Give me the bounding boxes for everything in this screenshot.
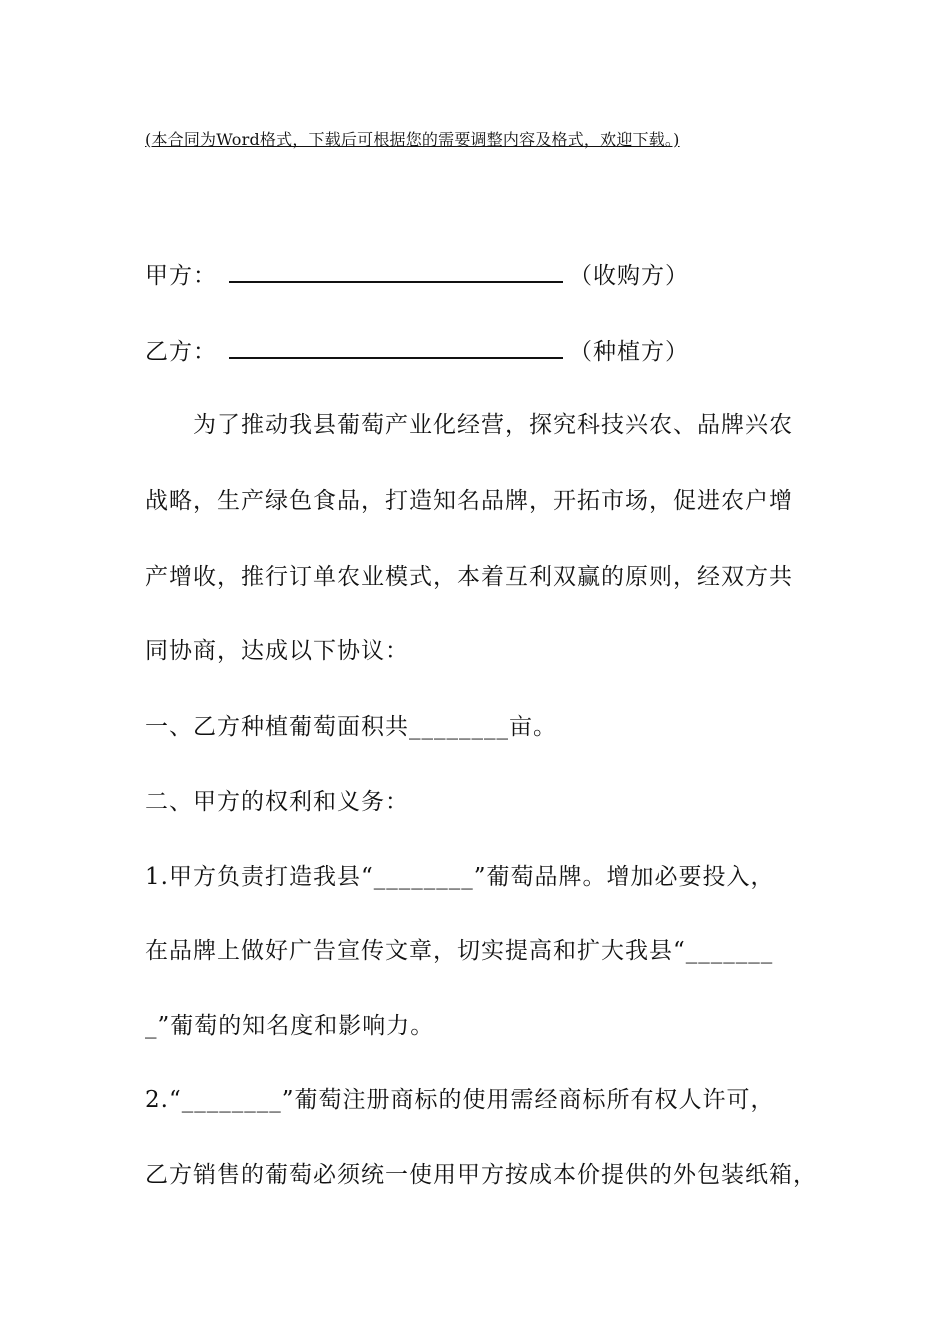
party-b-label: 乙方： xyxy=(145,339,217,365)
party-a-role: （收购方） xyxy=(569,263,689,289)
clause-2-item-2-cont-1: 乙方销售的葡萄必须统一使用甲方按成本价提供的外包装纸箱， xyxy=(145,1162,817,1188)
party-a-label: 甲方： xyxy=(145,263,217,289)
party-b-role: （种植方） xyxy=(569,339,689,365)
clause-2-item-1-cont-1: 在品牌上做好广告宣传文章，切实提高和扩大我县“_______ xyxy=(145,938,774,964)
clause-2-heading: 二、甲方的权利和义务： xyxy=(145,789,409,815)
body-line-1: 为了推动我县葡萄产业化经营，探究科技兴农、品牌兴农 xyxy=(193,412,793,438)
party-b-blank[interactable] xyxy=(229,337,563,359)
clause-1: 一、乙方种植葡萄面积共________亩。 xyxy=(145,714,557,740)
clause-2-item-2: 2.“________”葡萄注册商标的使用需经商标所有权人许可， xyxy=(145,1087,775,1113)
clause-2-item-1: 1.甲方负责打造我县“________”葡萄品牌。增加必要投入， xyxy=(145,864,775,890)
party-a-blank[interactable] xyxy=(229,261,563,283)
header-notice: (本合同为Word格式，下载后可根据您的需要调整内容及格式，欢迎下载。) xyxy=(145,130,680,149)
party-b-line xyxy=(145,337,689,367)
body-line-4: 同协商，达成以下协议： xyxy=(145,638,409,664)
body-line-2: 战略，生产绿色食品，打造知名品牌，开拓市场，促进农户增 xyxy=(145,488,793,514)
body-line-3: 产增收，推行订单农业模式，本着互利双赢的原则，经双方共 xyxy=(145,564,793,590)
clause-2-item-1-cont-2: _”葡萄的知名度和影响力。 xyxy=(145,1013,435,1039)
party-a-line xyxy=(145,261,689,291)
